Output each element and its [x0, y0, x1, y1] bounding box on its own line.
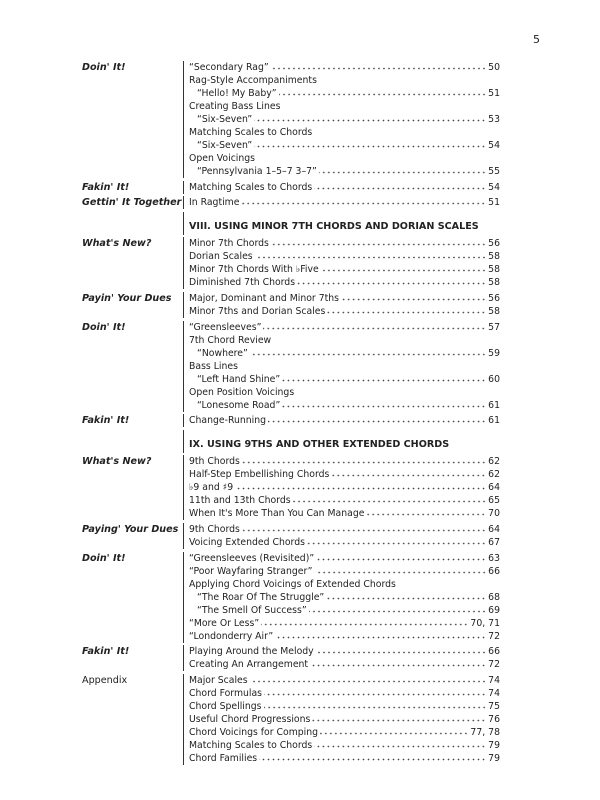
entry-title: Open Voicings [189, 153, 256, 164]
toc-section [82, 237, 500, 289]
entry-page: 50 [488, 62, 500, 73]
page-number: 5 [533, 33, 540, 46]
toc-section [82, 455, 500, 520]
section-label: Doin' It! [82, 62, 126, 73]
entry-title: Creating Bass Lines [189, 101, 281, 112]
toc-entry[interactable] [189, 305, 500, 318]
toc-entry[interactable] [189, 578, 500, 591]
entry-title: “Six-Seven” [197, 140, 253, 151]
entry-title: Minor 7th Chords With ♭Five [189, 264, 319, 276]
chapter-heading: IX. USING 9THS AND OTHER EXTENDED CHORDS [189, 438, 450, 450]
entry-page: 70 [488, 508, 500, 520]
section-label: Doin' It! [82, 321, 126, 333]
dot-leader [271, 62, 486, 70]
dot-leader [315, 566, 487, 574]
entry-page: 65 [488, 495, 500, 507]
toc-entry[interactable] [189, 373, 500, 386]
dot-leader [261, 618, 468, 626]
entry-title: “Greensleeves” [189, 321, 262, 333]
toc-entry[interactable] [189, 674, 500, 687]
entry-title: Half-Step Embellishing Chords [189, 469, 330, 481]
entry-page: 54 [488, 181, 500, 193]
toc-section [82, 196, 500, 209]
toc-entry[interactable] [189, 61, 500, 74]
section-entries [183, 61, 500, 178]
entry-title: 11th and 13th Chords [189, 495, 291, 507]
entry-page: 53 [488, 114, 500, 125]
entry-title: “Secondary Rag” [189, 62, 269, 73]
entry-title: Voicing Extended Chords [189, 536, 305, 548]
toc-entry[interactable] [189, 113, 500, 126]
section-label: Doin' It! [82, 552, 126, 564]
toc-entry[interactable] [189, 165, 500, 178]
toc-entry[interactable] [189, 630, 500, 643]
dot-leader [264, 701, 487, 709]
section-entries [183, 455, 500, 520]
entry-page: 57 [488, 321, 500, 333]
section-label: What's New? [82, 456, 152, 468]
section-entries [183, 552, 500, 643]
toc-section [82, 292, 500, 318]
entry-page: 72 [488, 659, 500, 671]
dot-leader [293, 495, 487, 503]
section-entries [183, 414, 500, 427]
entry-page: 55 [488, 166, 500, 177]
entry-page: 67 [488, 536, 500, 548]
dot-leader [307, 537, 486, 545]
dot-leader [250, 675, 487, 683]
section-entries [183, 674, 500, 765]
toc-entry[interactable] [189, 386, 500, 399]
entry-title: Matching Scales to Chords [189, 127, 313, 138]
entry-title: “Lonesome Road” [197, 399, 281, 411]
toc-entry[interactable] [189, 645, 500, 658]
dot-leader [259, 753, 486, 761]
toc-entry[interactable] [189, 455, 500, 468]
dot-leader [242, 524, 486, 532]
section-label [82, 212, 183, 235]
entry-title: Major Scales [189, 674, 248, 686]
toc-entry[interactable] [189, 687, 500, 700]
entry-title: “Greensleeves (Revisited)” [189, 552, 315, 564]
section-label: Paying' Your Dues [82, 523, 179, 535]
section-entries [183, 292, 500, 318]
entry-title: “Left Hand Shine” [197, 373, 281, 385]
chapter-heading: VIII. USING MINOR 7TH CHORDS AND DORIAN SCALES [189, 220, 479, 232]
toc-entry[interactable] [189, 334, 500, 347]
toc-entry[interactable] [189, 481, 500, 494]
toc-entry[interactable] [189, 739, 500, 752]
section-label: Appendix [82, 674, 128, 686]
toc-section [82, 61, 500, 178]
entry-page: 58 [488, 305, 500, 317]
entry-page: 56 [488, 238, 500, 250]
entry-title: “The Roar Of The Struggle” [197, 591, 325, 603]
section-entries [183, 196, 500, 209]
dot-leader [254, 140, 486, 148]
entry-page: 72 [488, 630, 500, 642]
section-entries [183, 321, 500, 412]
entry-page: 54 [488, 140, 500, 151]
section-entries [183, 430, 500, 453]
entry-title: Diminished 7th Chords [189, 277, 296, 289]
dot-leader [319, 166, 486, 174]
dot-leader [235, 482, 486, 490]
toc-entry[interactable] [189, 276, 500, 289]
toc-entry[interactable] [189, 468, 500, 481]
toc-entry[interactable] [189, 126, 500, 139]
dot-leader [242, 456, 486, 464]
entry-title: ♭9 and ♯9 [189, 482, 234, 494]
entry-title: “Poor Wayfaring Stranger” [189, 565, 313, 577]
section-label: Fakin' It! [82, 646, 130, 658]
entry-page: 77, 78 [470, 726, 500, 738]
dot-leader [309, 605, 487, 613]
section-entries [183, 212, 500, 235]
toc-entry[interactable] [189, 565, 500, 578]
dot-leader [316, 553, 486, 561]
dot-leader [263, 322, 486, 330]
entry-title: “The Smell Of Success” [197, 604, 307, 616]
entry-page: 51 [488, 88, 500, 99]
toc-entry[interactable] [189, 713, 500, 726]
section-label: Fakin' It! [82, 415, 130, 427]
entry-page: 61 [488, 399, 500, 411]
toc-entry[interactable] [189, 100, 500, 113]
entry-title: Applying Chord Voicings of Extended Chords [189, 578, 396, 590]
entry-title: “More Or Less” [189, 617, 260, 629]
toc-entry[interactable] [189, 507, 500, 520]
toc-entry[interactable] [189, 292, 500, 305]
dot-leader [366, 508, 486, 516]
entry-title: 9th Chords [189, 523, 240, 535]
toc-entry[interactable] [189, 87, 500, 100]
dot-leader [297, 277, 486, 285]
entry-title: Matching Scales to Chords [189, 739, 313, 751]
entry-title: Creating An Arrangement [189, 659, 309, 671]
section-label: Gettin' It Together [82, 197, 182, 209]
dot-leader [264, 688, 486, 696]
entry-title: Change-Running [189, 415, 267, 427]
entry-page: 76 [488, 713, 500, 725]
toc-entry[interactable] [189, 74, 500, 87]
entry-page: 56 [488, 292, 500, 304]
entry-page: 64 [488, 523, 500, 535]
entry-title: Chord Formulas [189, 687, 263, 699]
entry-page: 59 [488, 347, 500, 359]
entry-title: Minor 7th Chords [189, 238, 269, 250]
section-entries [183, 645, 500, 671]
dot-leader [327, 306, 486, 314]
dot-leader [241, 197, 486, 205]
entry-page: 62 [488, 456, 500, 468]
toc-entry[interactable] [189, 237, 500, 250]
toc-entry[interactable] [189, 263, 500, 276]
toc-section [82, 414, 500, 427]
toc-entry[interactable] [189, 321, 500, 334]
toc-entry[interactable] [189, 658, 500, 671]
toc-section [82, 645, 500, 671]
section-entries [183, 181, 500, 194]
entry-title: Chord Spellings [189, 700, 262, 712]
dot-leader [255, 251, 487, 259]
dot-leader [326, 592, 486, 600]
toc-entry[interactable] [189, 552, 500, 565]
entry-page: 79 [488, 739, 500, 751]
entry-title: “Nowhere” [197, 347, 248, 359]
entry-title: Useful Chord Progressions [189, 713, 311, 725]
entry-page: 70, 71 [470, 617, 500, 629]
entry-page: 74 [488, 674, 500, 686]
toc-entry[interactable] [189, 726, 500, 739]
entry-title: “Six-Seven” [197, 114, 253, 125]
toc-section [82, 321, 500, 412]
dot-leader [314, 182, 486, 190]
entry-page: 79 [488, 752, 500, 764]
entry-page: 60 [488, 373, 500, 385]
entry-title: 7th Chord Review [189, 334, 272, 346]
toc-entry[interactable] [189, 360, 500, 373]
section-entries [183, 237, 500, 289]
entry-title: Chord Voicings for Comping [189, 726, 319, 738]
toc-entry[interactable] [189, 752, 500, 765]
entry-page: 68 [488, 591, 500, 603]
dot-leader [282, 374, 486, 382]
entry-title: Open Position Voicings [189, 386, 295, 398]
dot-leader [282, 400, 486, 408]
chapter-heading-row [82, 430, 500, 453]
section-label: Payin' Your Dues [82, 292, 172, 304]
entry-title: Playing Around the Melody [189, 646, 314, 658]
dot-leader [254, 114, 486, 122]
entry-title: Bass Lines [189, 360, 238, 372]
entry-title: “Londonderry Air” [189, 630, 274, 642]
table-of-contents [82, 61, 500, 765]
section-entries [183, 523, 500, 549]
entry-page: 51 [488, 197, 500, 209]
toc-entry[interactable] [189, 399, 500, 412]
entry-title: When It's More Than You Can Manage [189, 508, 365, 520]
toc-entry[interactable] [189, 536, 500, 549]
entry-title: Major, Dominant and Minor 7ths [189, 292, 339, 304]
entry-page: 74 [488, 687, 500, 699]
dot-leader [320, 727, 468, 735]
entry-title: Matching Scales to Chords [189, 181, 313, 193]
section-label: Fakin' It! [82, 181, 130, 193]
entry-page: 75 [488, 700, 500, 712]
dot-leader [250, 348, 486, 356]
toc-entry[interactable] [189, 523, 500, 536]
dot-leader [331, 469, 486, 477]
toc-entry[interactable] [189, 347, 500, 360]
dot-leader [321, 264, 486, 272]
entry-page: 62 [488, 469, 500, 481]
toc-entry[interactable] [189, 604, 500, 617]
entry-title: In Ragtime [189, 197, 240, 209]
toc-section [82, 181, 500, 194]
dot-leader [341, 293, 486, 301]
dot-leader [312, 714, 486, 722]
toc-entry[interactable] [189, 617, 500, 630]
toc-entry[interactable] [189, 152, 500, 165]
toc-entry[interactable] [189, 494, 500, 507]
toc-entry[interactable] [189, 139, 500, 152]
entry-page: 63 [488, 552, 500, 564]
dot-leader [310, 659, 486, 667]
dot-leader [314, 740, 486, 748]
entry-page: 58 [488, 277, 500, 289]
section-label: What's New? [82, 238, 152, 250]
toc-entry[interactable] [189, 591, 500, 604]
entry-page: 69 [488, 604, 500, 616]
entry-title: Minor 7ths and Dorian Scales [189, 305, 326, 317]
entry-title: “Pennsylvania 1–5–7 3–7” [197, 166, 317, 177]
toc-entry[interactable] [189, 700, 500, 713]
toc-section [82, 523, 500, 549]
entry-page: 58 [488, 251, 500, 263]
dot-leader [275, 631, 486, 639]
entry-title: “Hello! My Baby” [197, 88, 277, 99]
toc-section [82, 552, 500, 643]
toc-entry[interactable] [189, 196, 500, 209]
dot-leader [268, 415, 486, 423]
dot-leader [316, 646, 487, 654]
entry-title: Dorian Scales [189, 251, 253, 263]
chapter-heading-row [82, 212, 500, 235]
entry-title: 9th Chords [189, 456, 240, 468]
toc-section [82, 674, 500, 765]
section-label [82, 430, 183, 453]
entry-page: 66 [488, 565, 500, 577]
entry-title: Rag-Style Accompaniments [189, 75, 317, 86]
entry-title: Chord Families [189, 752, 258, 764]
entry-page: 58 [488, 264, 500, 276]
toc-entry[interactable] [189, 181, 500, 194]
entry-page: 64 [488, 482, 500, 494]
toc-entry[interactable] [189, 414, 500, 427]
dot-leader [271, 238, 486, 246]
dot-leader [279, 88, 487, 96]
entry-page: 66 [488, 646, 500, 658]
toc-entry[interactable] [189, 250, 500, 263]
entry-page: 61 [488, 415, 500, 427]
